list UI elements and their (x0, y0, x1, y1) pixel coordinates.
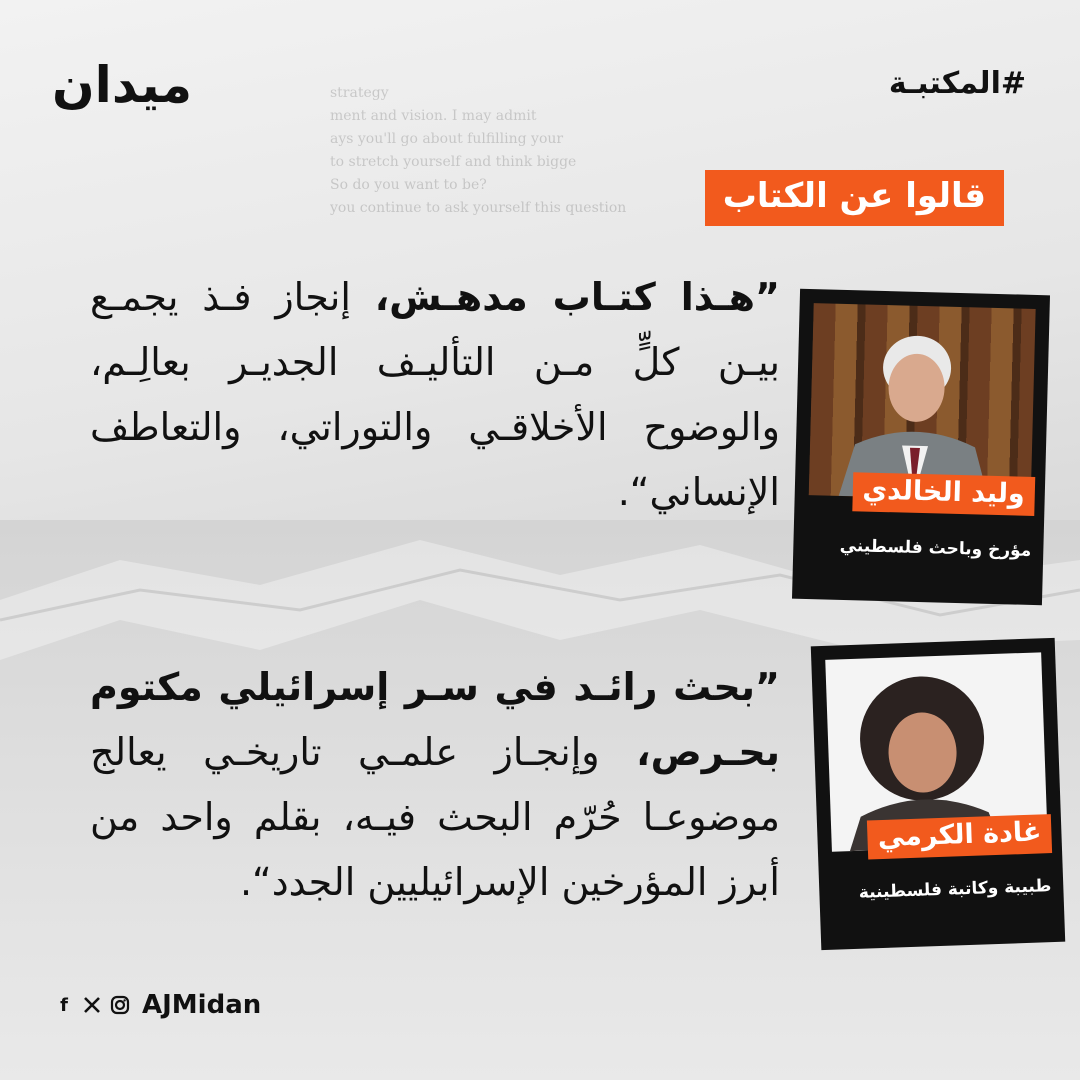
person-silhouette (809, 303, 1008, 500)
hashtag-label: #المكتبـة (888, 66, 1026, 101)
quote-body: إنجاز فـذ يجمـع بيـن كلٍّ مـن التأليـف الجديـر بعالِـم، والوضوح الأخلاقـي والتوراتي، والتعاطف الإنساني“. (90, 275, 780, 514)
quote-lead: ”هـذا كتـاب مدهـش، (374, 275, 780, 319)
background-book-text (330, 82, 630, 220)
person-role: طبيبة وكاتبة فلسطينية (858, 876, 1052, 903)
instagram-icon[interactable] (110, 993, 130, 1017)
social-footer (54, 990, 261, 1020)
background-text-line: strategy (330, 85, 389, 101)
brand-logo: ميدان (52, 56, 193, 114)
quote-lead: ”بحث رائـد في سـر إسرائيلي مكتوم بحـرص، (90, 665, 780, 774)
background-text-line: to stretch yourself and think bigge (330, 154, 577, 170)
social-handle[interactable]: AJMidan (142, 990, 262, 1020)
facebook-icon[interactable]: f (60, 994, 68, 1016)
background-text-line: ment and vision. I may admit (330, 108, 537, 124)
quote-block (90, 265, 780, 525)
section-title: قالوا عن الكتاب (705, 170, 1004, 226)
quote-block (90, 655, 780, 915)
background-text-line: So do you want to be? (330, 177, 487, 193)
person-name: غادة الكرمي (867, 814, 1052, 859)
person-role: مؤرخ وباحث فلسطيني (839, 535, 1032, 561)
portrait-card (792, 289, 1050, 605)
portrait-photo (809, 303, 1036, 501)
x-icon[interactable] (82, 993, 102, 1017)
portrait-card (811, 638, 1065, 950)
quote-body: وإنجـاز علمـي تاريخـي يعالج موضوعـا حُرّم البحث فيـه، بقلم واحد من أبرز المؤرخين الإسرائيليين الجدد“. (90, 730, 780, 904)
person-name: وليد الخالدي (852, 472, 1035, 516)
background-text-line: ays you'll go about fulfilling your (330, 131, 564, 147)
background-text-line: you continue to ask yourself this question (330, 200, 627, 216)
